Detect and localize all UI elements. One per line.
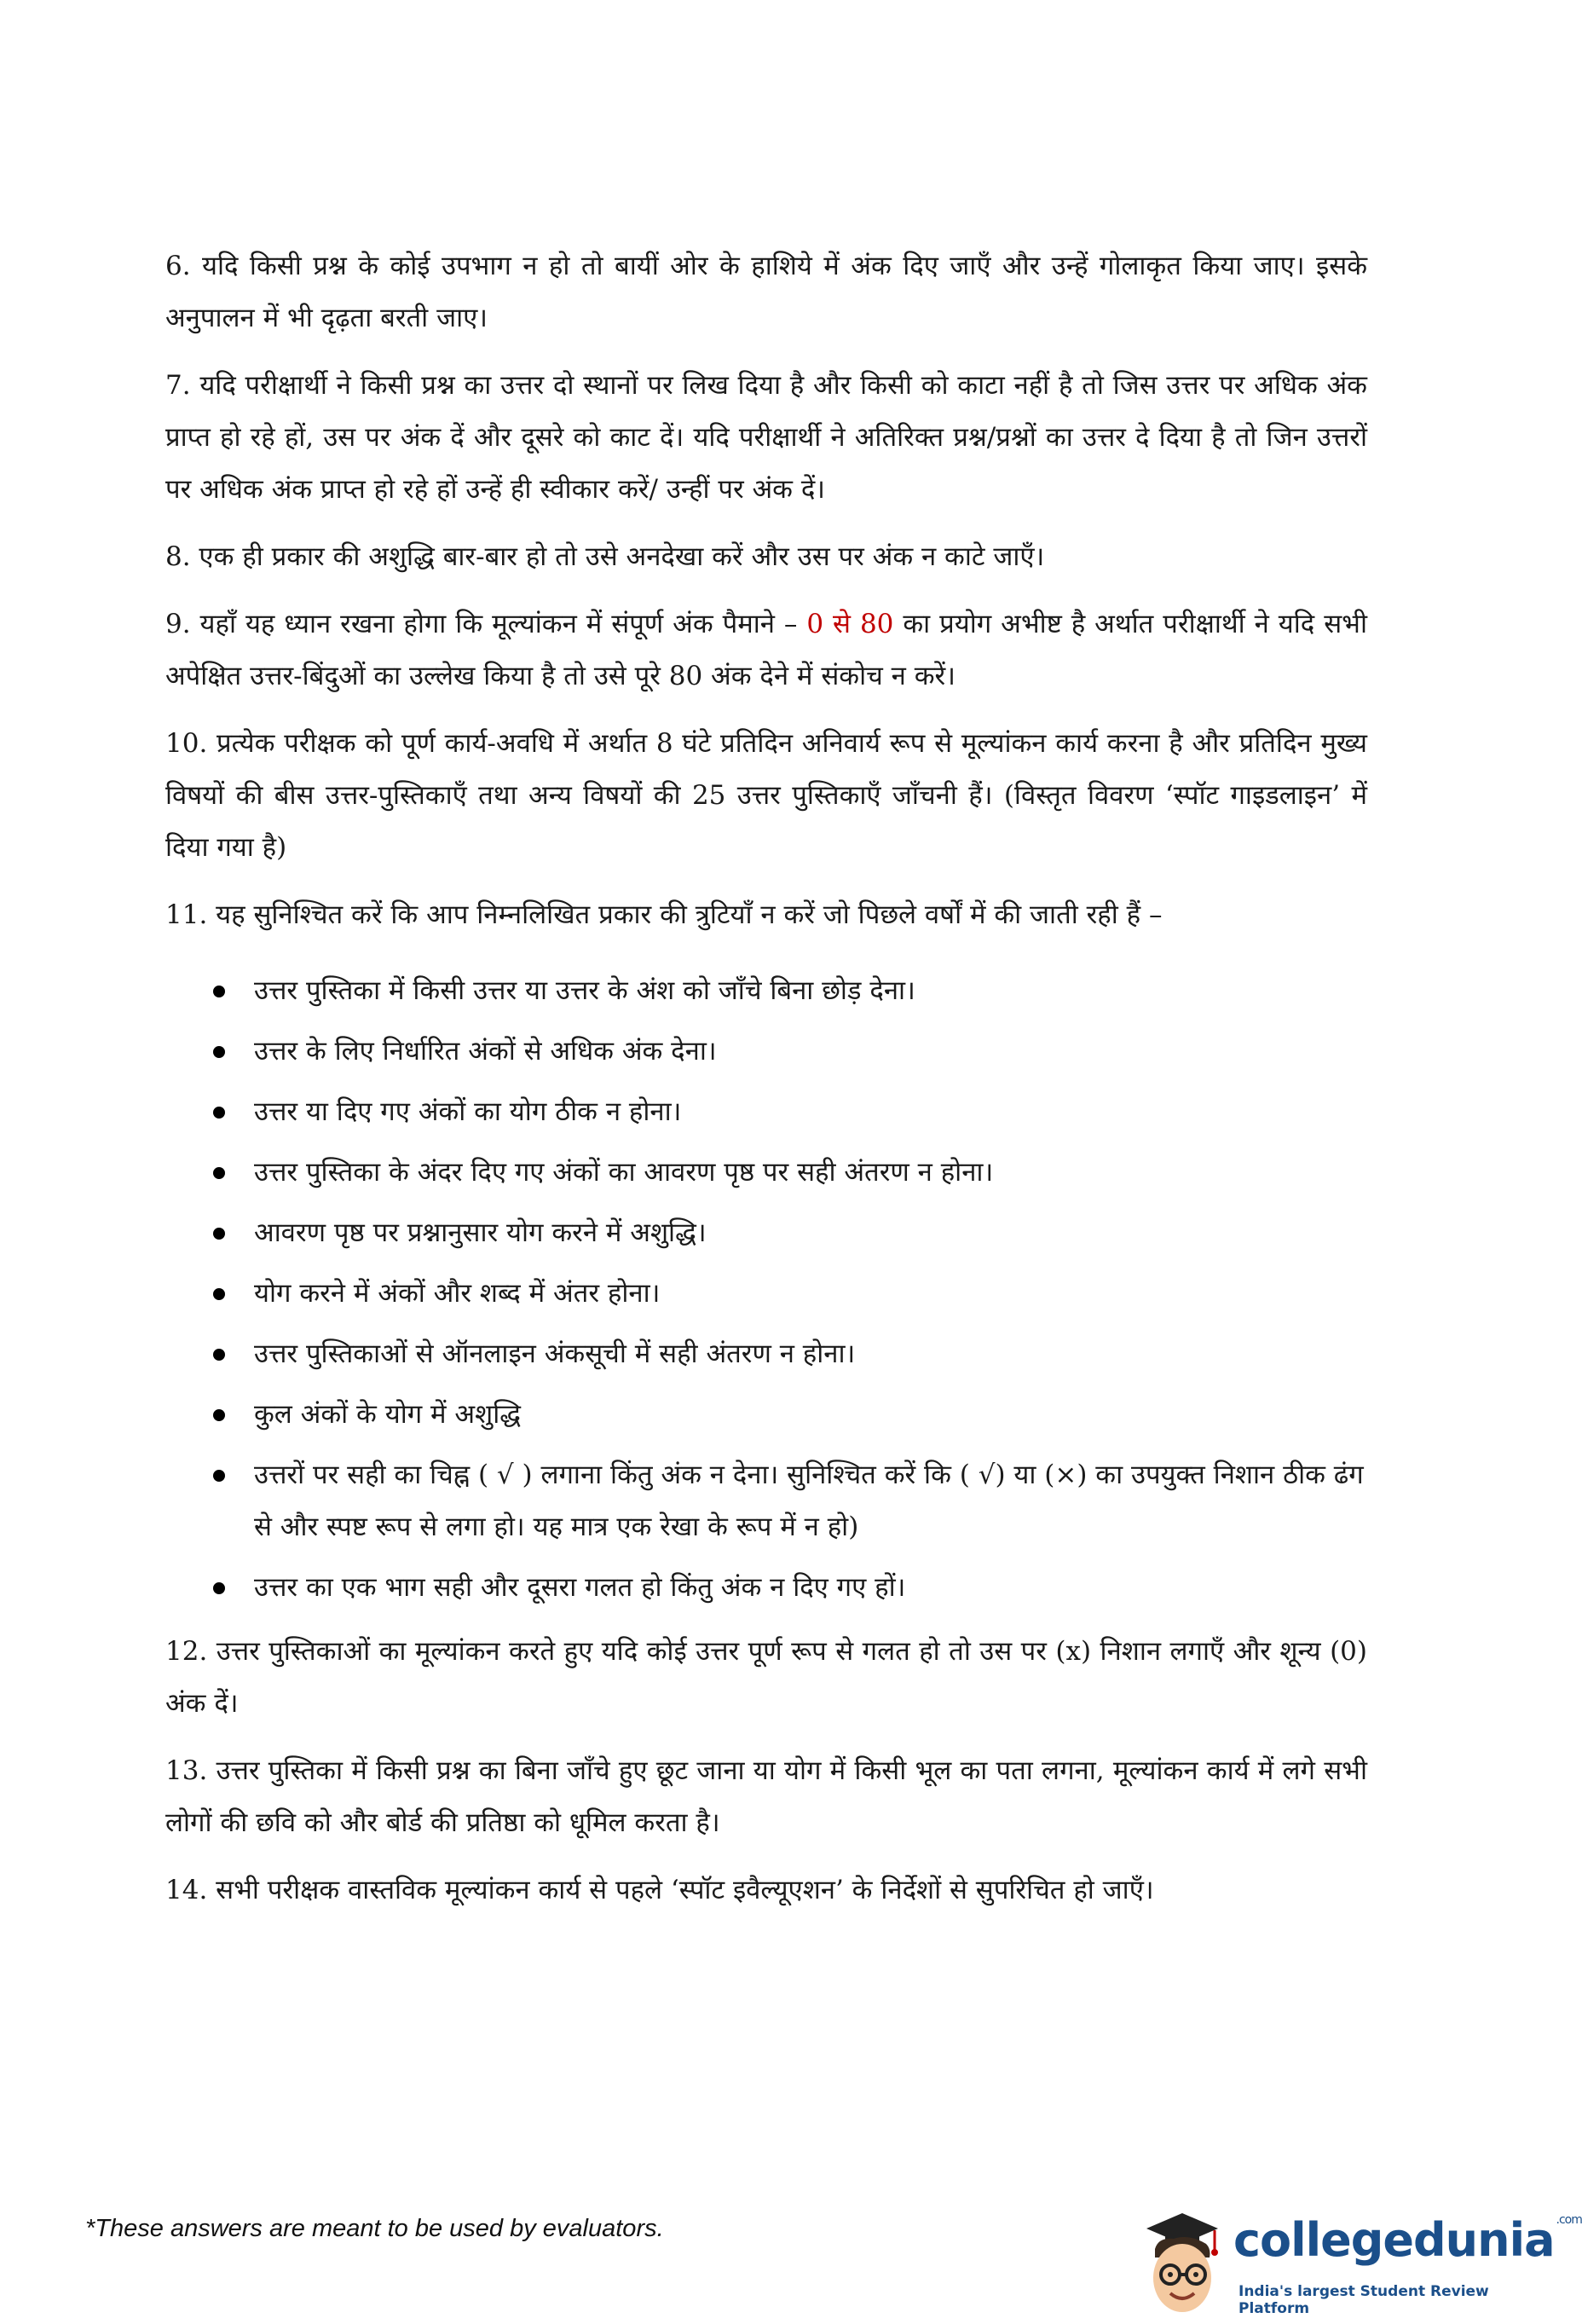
instruction-13: 13. उत्तर पुस्तिका में किसी प्रश्न का बिना जाँचे हुए छूट जाना या योग में किसी भूल का पता लगना, मूल्यांकन कार्य में लगे सभी लोगों की छवि को और बोर्ड की प्रतिष्ठा को धूमिल करता है। [165, 1755, 1367, 1838]
bullet-icon [213, 1288, 225, 1300]
bullet-icon [213, 1228, 225, 1240]
instruction-9-text-end: का प्रयोग अभीष्ट है अर्थात परीक्षार्थी ने यदि सभी अपेक्षित उत्तर-बिंदुओं का उल्लेख किया है तो उसे पूरे 80 अंक देने में संकोच न करें। [165, 609, 1367, 691]
brand-tagline: India's largest Student Review Platform [1238, 2283, 1489, 2317]
evaluator-footnote: *These answers are meant to be used by evaluators. [85, 2215, 664, 2242]
list-item-text: उत्तर पुस्तिका में किसी उत्तर या उत्तर के अंश को जाँचे बिना छोड़ देना। [254, 975, 915, 1006]
instruction-12: 12. उत्तर पुस्तिकाओं का मूल्यांकन करते हुए यदि कोई उत्तर पूर्ण रूप से गलत हो तो उस पर (x) निशान लगाएँ और शून्य (0) अंक दें। [165, 1636, 1367, 1719]
list-item [165, 1389, 1367, 1441]
list-item-text: उत्तर का एक भाग सही और दूसरा गलत हो किंतु अंक न दिए गए हों। [254, 1572, 906, 1603]
instruction-8: 8. एक ही प्रकार की अशुद्धि बार-बार हो तो उसे अनदेखा करें और उस पर अंक न काटे जाएँ। [165, 541, 1045, 572]
bullet-icon [213, 1167, 225, 1179]
collegedunia-logo[interactable] [1129, 2196, 1582, 2324]
list-item-text: उत्तर पुस्तिका के अंदर दिए गए अंकों का आवरण पृष्ठ पर सही अंतरण न होना। [254, 1157, 994, 1188]
list-item [165, 1026, 1367, 1078]
list-item-text: कुल अंकों के योग में अशुद्धि [254, 1399, 521, 1430]
error-list [165, 965, 1367, 1614]
brand-suffix: .com [1556, 2213, 1582, 2227]
list-item [165, 1328, 1367, 1380]
instruction-14: 14. सभी परीक्षक वास्तविक मूल्यांकन कार्य से पहले ‘स्पॉट इवैल्यूएशन’ के निर्देशों से सुपरिचित हो जाएँ। [165, 1875, 1154, 1905]
brand-text: collegedunia [1233, 2213, 1555, 2267]
instruction-10: 10. प्रत्येक परीक्षक को पूर्ण कार्य-अवधि में अर्थात 8 घंटे प्रतिदिन अनिवार्य रूप से मूल्यांकन कार्य करना है और प्रतिदिन मुख्य विषयों की बीस उत्तर-पुस्तिकाएँ तथा अन्य विषयों की 25 उत्तर पुस्तिकाएँ जाँचनी हैं। (विस्तृत विवरण ‘स्पॉट गाइडलाइन’ में दिया गया है) [165, 728, 1367, 863]
instruction-6: 6. यदि किसी प्रश्न के कोई उपभाग न हो तो बायीं ओर के हाशिये में अंक दिए जाएँ और उन्हें गोलाकृत किया जाए। इसके अनुपालन में भी दृढ़ता बरती जाए। [165, 251, 1367, 333]
list-item [165, 1449, 1367, 1553]
list-item [165, 1268, 1367, 1320]
brand-name [1233, 2213, 1582, 2267]
list-item [165, 1207, 1367, 1259]
mascot-icon [1129, 2196, 1232, 2324]
list-item-text: उत्तर पुस्तिकाओं से ऑनलाइन अंकसूची में सही अंतरण न होना। [254, 1338, 856, 1369]
list-item-text: उत्तरों पर सही का चिह्न ( √ ) लगाना किंतु अंक न देना। सुनिश्चित करें कि ( √) या (×) का उपयुक्त निशान ठीक ढंग से और स्पष्ट रूप से लगा हो। यह मात्र एक रेखा के रूप में न हो) [254, 1460, 1364, 1542]
instruction-9 [165, 598, 1367, 702]
list-item-text: उत्तर के लिए निर्धारित अंकों से अधिक अंक देना। [254, 1036, 717, 1067]
bullet-icon [213, 1107, 225, 1119]
document-body [165, 240, 1367, 1932]
list-item [165, 1562, 1367, 1614]
bullet-icon [213, 1046, 225, 1058]
list-item-text: उत्तर या दिए गए अंकों का योग ठीक न होना। [254, 1096, 682, 1127]
bullet-icon [213, 1582, 225, 1594]
list-item [165, 1147, 1367, 1199]
list-item [165, 965, 1367, 1017]
list-item-text: योग करने में अंकों और शब्द में अंतर होना। [254, 1278, 661, 1309]
marks-range-highlight: 0 से 80 [806, 609, 894, 639]
instruction-11: 11. यह सुनिश्चित करें कि आप निम्नलिखित प्रकार की त्रुटियाँ न करें जो पिछले वर्षों में की जाती रही हैं – [165, 899, 1163, 930]
bullet-icon [213, 1470, 225, 1482]
bullet-icon [213, 1349, 225, 1361]
instruction-9-text-start: 9. यहाँ यह ध्यान रखना होगा कि मूल्यांकन में संपूर्ण अंक पैमाने – [165, 609, 807, 639]
list-item-text: आवरण पृष्ठ पर प्रश्नानुसार योग करने में अशुद्धि। [254, 1217, 707, 1248]
bullet-icon [213, 1409, 225, 1421]
bullet-icon [213, 986, 225, 997]
list-item [165, 1086, 1367, 1138]
instruction-7: 7. यदि परीक्षार्थी ने किसी प्रश्न का उत्तर दो स्थानों पर लिख दिया है और किसी को काटा नहीं है तो जिस उत्तर पर अधिक अंक प्राप्त हो रहे हों, उस पर अंक दें और दूसरे को काट दें। यदि परीक्षार्थी ने अतिरिक्त प्रश्न/प्रश्नों का उत्तर दे दिया है तो जिन उत्तरों पर अधिक अंक प्राप्त हो रहे हों उन्हें ही स्वीकार करें/ उन्हीं पर अंक दें। [165, 370, 1367, 505]
